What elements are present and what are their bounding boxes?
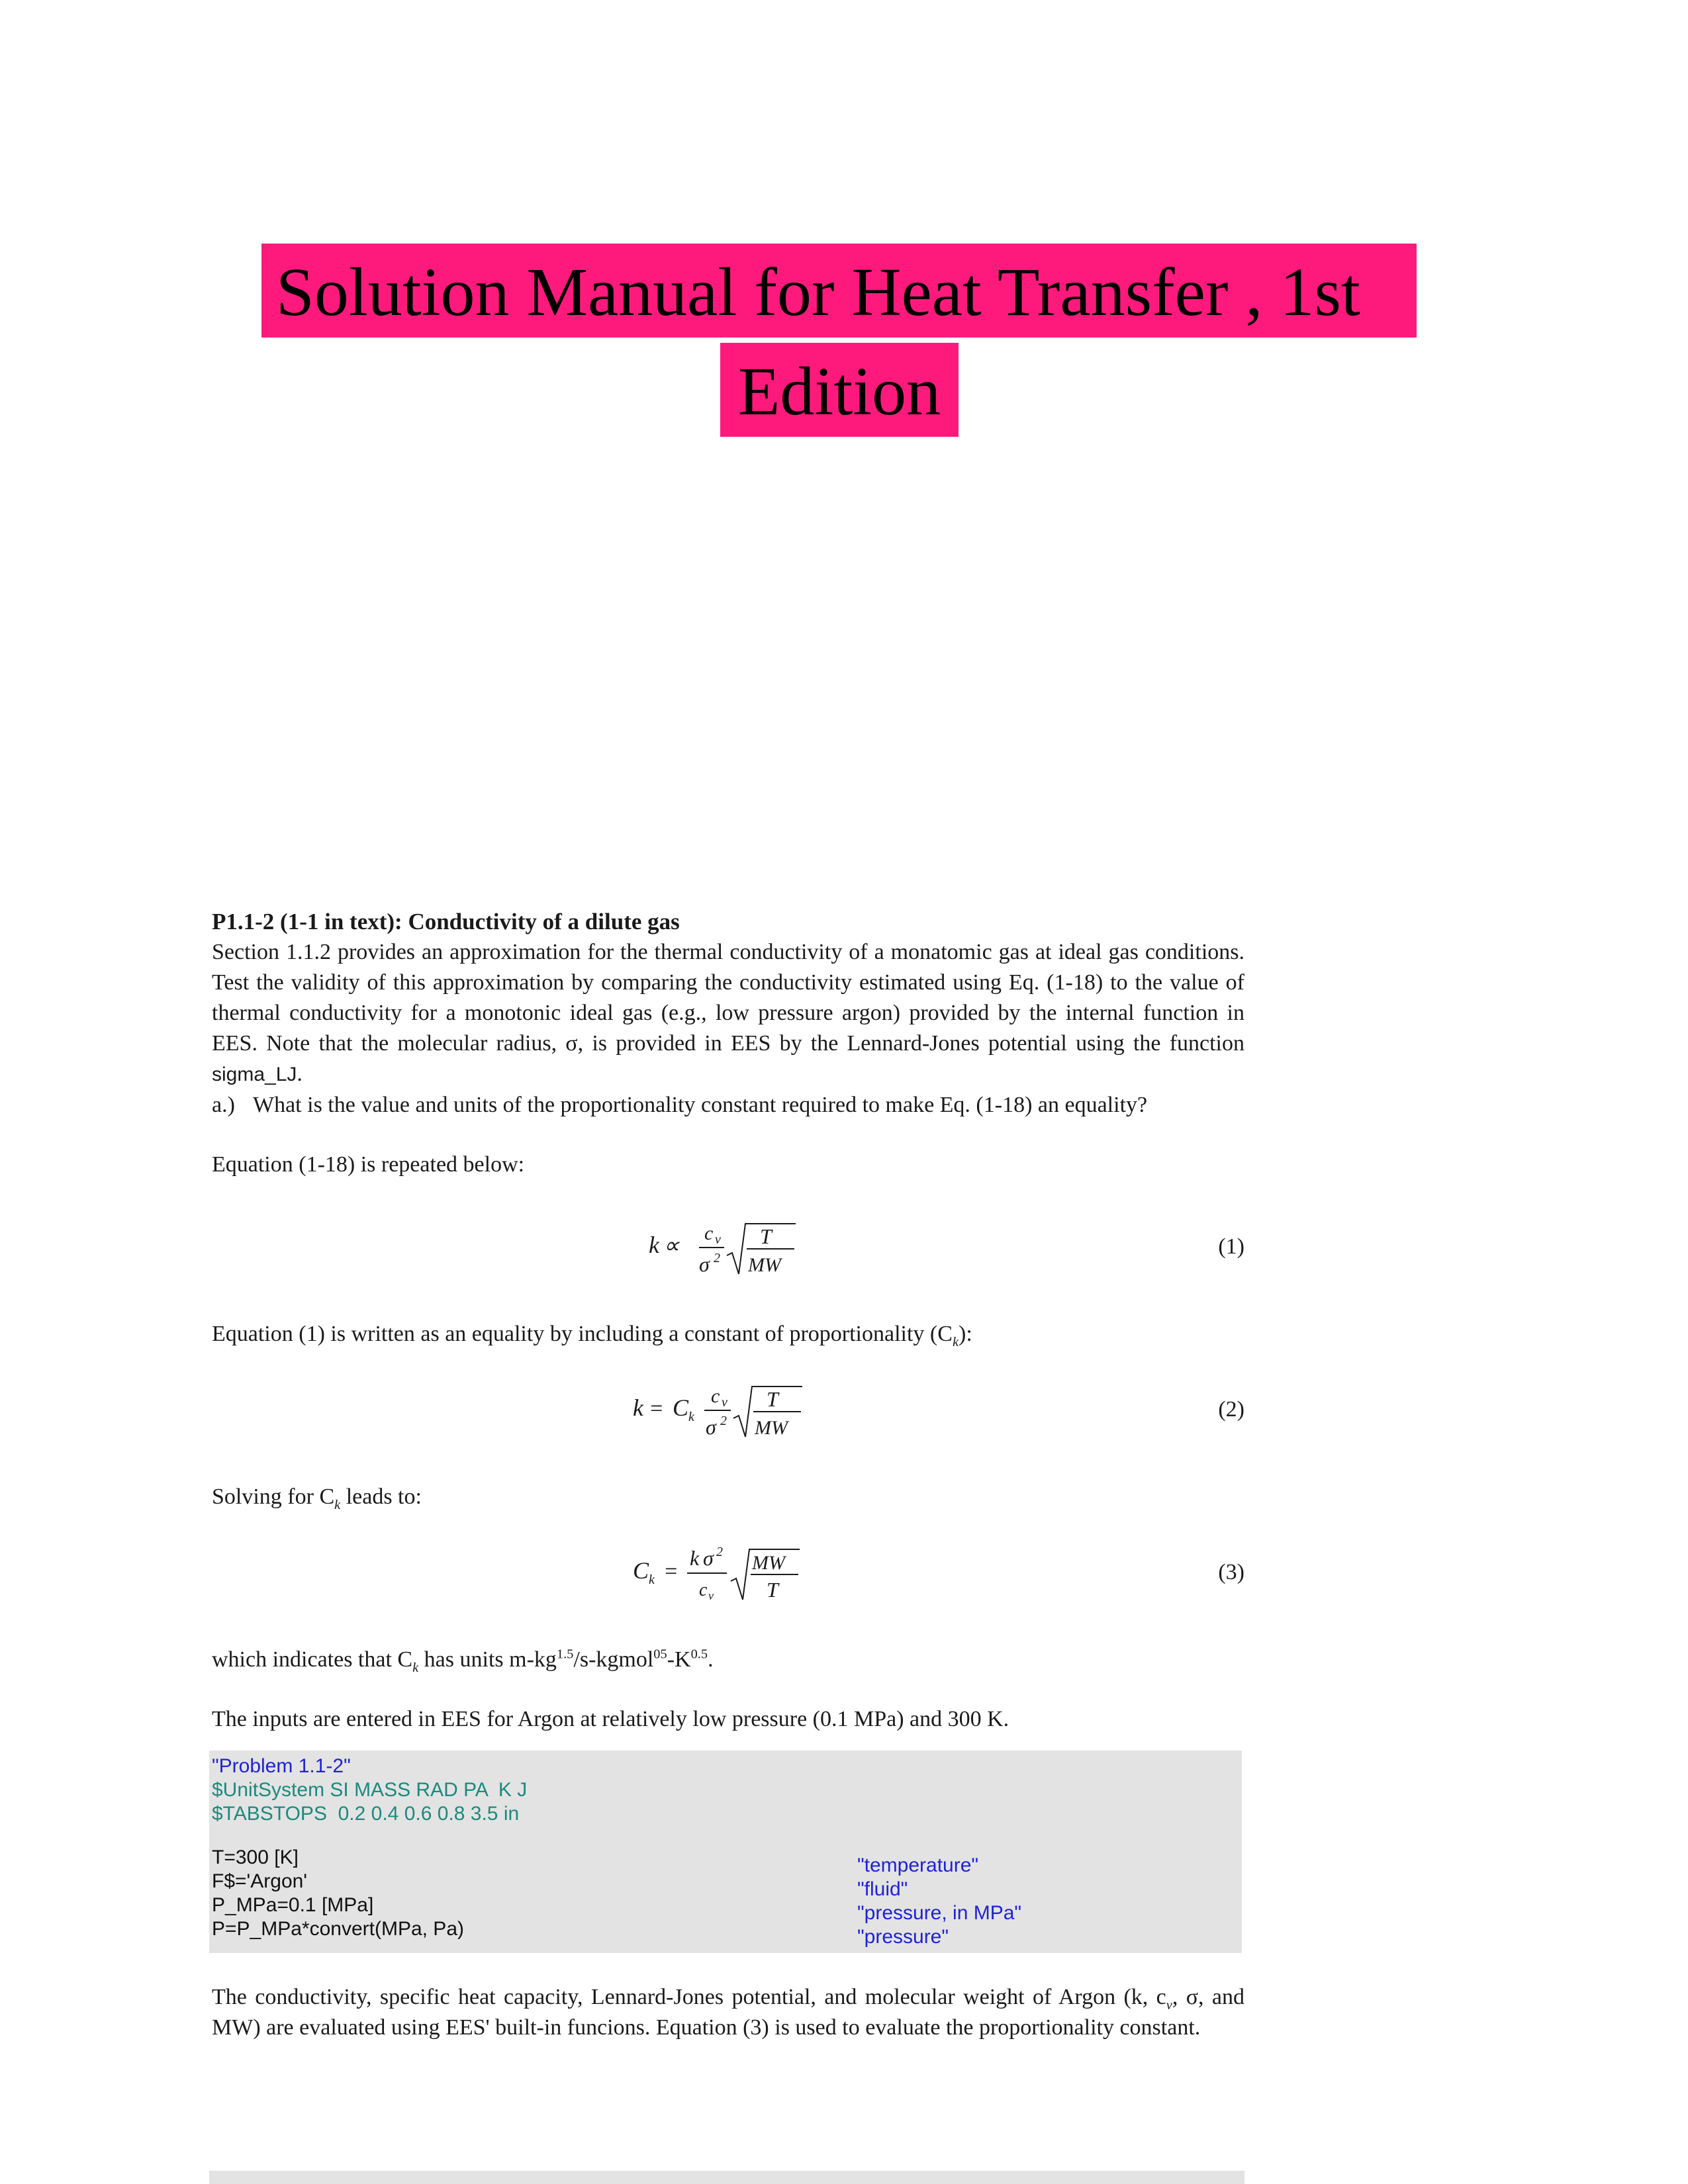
eq1-sq: 2 (714, 1251, 720, 1265)
eq3-C: C (633, 1557, 649, 1584)
code-comment: "fluid" (857, 1878, 908, 1900)
question-a (212, 1090, 1244, 1120)
equation-1 (212, 1200, 1244, 1293)
eq1-k: k (649, 1232, 659, 1258)
code-unit-system: $UnitSystem SI MASS RAD PA K J (212, 1779, 528, 1801)
eq2-C: C (673, 1394, 689, 1421)
problem-content (212, 907, 1244, 2043)
question-text: What is the value and units of the proportionality constant required to make Eq. (1-18) an equality? (253, 1093, 1148, 1117)
eq1-MW: MW (748, 1254, 781, 1276)
problem-intro: Section 1.1.2 provides an approximation for the thermal conductivity of a monatomic gas at ideal gas conditions. Test the validity of this approximation by comparing the conductivity estimated using Eq. (1-18) to the value of thermal conductivity for a monotonic ideal gas (e.g., low pressure argon) provided by the internal function in EES. Note that the molecular radius, σ, is provided in EES by the Lennard-Jones potential using the function sigma_LJ. (212, 940, 1244, 1086)
eq3-sub-v: v (708, 1589, 714, 1602)
eq2-sub-k: k (688, 1410, 694, 1424)
function-name: sigma_LJ (212, 1064, 297, 1085)
eq1-c: c (704, 1222, 714, 1244)
eq2-c: c (711, 1385, 720, 1407)
eq2-sq: 2 (720, 1414, 727, 1428)
question-label: a.) (212, 1093, 235, 1117)
eq1-T: T (760, 1224, 772, 1248)
eq3-k: k (690, 1546, 700, 1570)
equation-3 (212, 1525, 1244, 1618)
equation-1-number: (1) (1218, 1234, 1244, 1259)
eq3-sq: 2 (716, 1545, 723, 1559)
eq-intro-1: Equation (1-18) is repeated below: (212, 1152, 525, 1177)
eq3-T: T (767, 1578, 778, 1602)
code-line: P_MPa=0.1 [MPa] (212, 1894, 374, 1916)
title-line-1: Solution Manual for Heat Transfer , 1st (261, 244, 1417, 338)
code-line: F$='Argon' (212, 1870, 308, 1892)
inputs-statement: The inputs are entered in EES for Argon at relatively low pressure (0.1 MPa) and 300 K. (212, 1707, 1009, 1731)
equation-1-formula (649, 1200, 847, 1293)
equation-3-formula (633, 1525, 845, 1618)
eq2-k: k (633, 1394, 643, 1421)
eq3-sub-k: k (649, 1572, 655, 1587)
closing-paragraph: The conductivity, specific heat capacity, Lennard-Jones potential, and molecular weight of Argon (k, $c_v$, σ, and MW) are evaluated using EES' built-in funcions. Equation (3) is used to evaluate the proportionality constant. (212, 1985, 1245, 2040)
problem-heading: P1.1-2 (1-1 in text): Conductivity of a dilute gas (212, 909, 680, 934)
code-comment: "pressure, in MPa" (857, 1902, 1022, 1924)
eq2-eq: = (649, 1396, 664, 1421)
eq-intro-3: Solving for $C_k$ leads to: (212, 1484, 422, 1512)
eq2-sigma: σ (706, 1415, 716, 1439)
code-statements (212, 1846, 1242, 1949)
units-statement: which indicates that $C_k$ has units $m-kg^{1.5}/s-kgmol^{05}-K^{0.5}$. (212, 1647, 714, 1675)
eq2-MW: MW (755, 1417, 788, 1439)
eq-intro-2: Equation (1) is written as an equality by including a constant of proportionality $(C_k)$: (212, 1322, 972, 1349)
equation-2 (212, 1363, 1244, 1455)
equation-2-number: (2) (1218, 1397, 1244, 1422)
eq2-sub-v: v (722, 1395, 727, 1410)
code-tabstops: $TABSTOPS 0.2 0.4 0.6 0.8 3.5 in (212, 1803, 520, 1825)
eq3-c: c (699, 1580, 708, 1600)
eq3-MW: MW (752, 1552, 785, 1574)
equation-3-number: (3) (1218, 1560, 1244, 1584)
eq3-eq: = (663, 1559, 679, 1584)
eq1-prop: ∝ (663, 1234, 680, 1258)
next-code-block-partial (209, 2171, 1244, 2184)
ees-code-block (209, 1751, 1242, 1953)
eq1-sigma: σ (699, 1252, 710, 1276)
code-comment: "pressure" (857, 1926, 949, 1948)
code-comment: "temperature" (857, 1854, 979, 1876)
code-line: P=P_MPa*convert(MPa, Pa) (212, 1918, 464, 1940)
eq2-T: T (767, 1387, 778, 1411)
code-line: T=300 [K] (212, 1846, 299, 1868)
equation-2-formula (633, 1363, 845, 1455)
code-header-comment: "Problem 1.1-2" (212, 1755, 351, 1777)
eq1-sub-v: v (715, 1232, 721, 1247)
title-line-2: Edition (720, 343, 959, 437)
eq3-sigma: σ (703, 1546, 714, 1570)
